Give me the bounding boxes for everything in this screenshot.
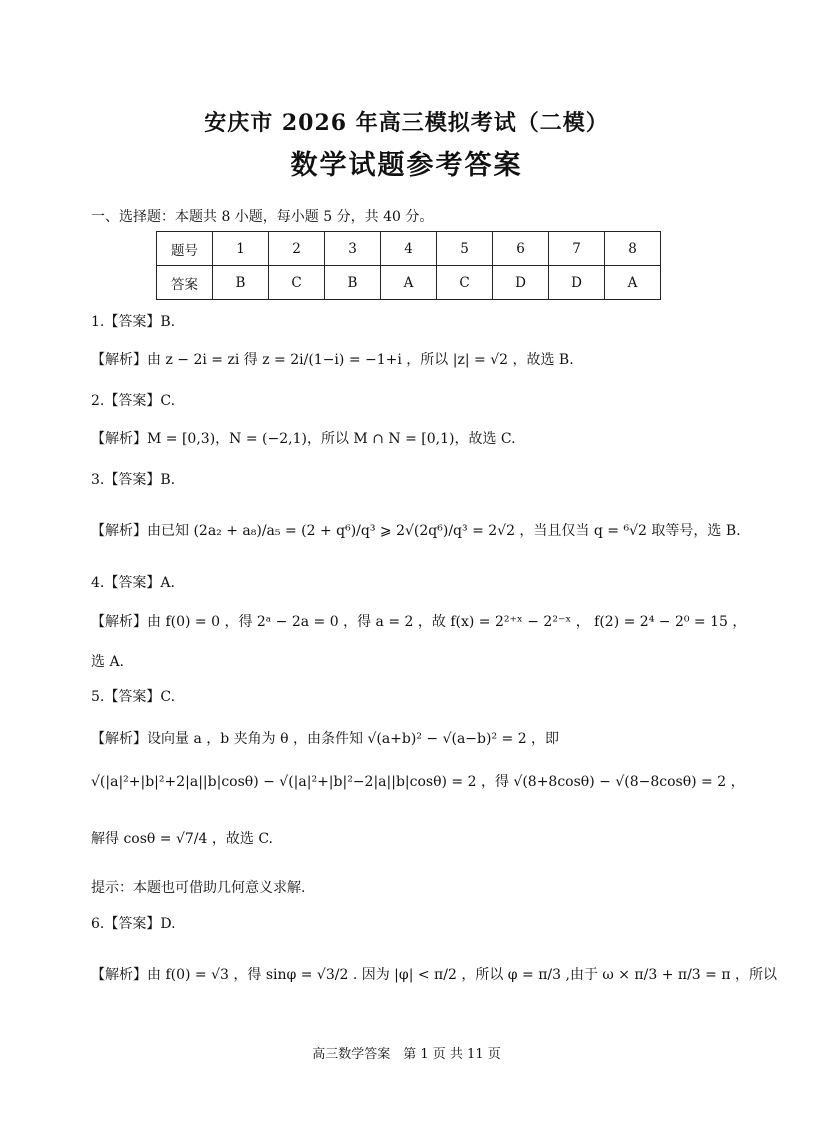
analysis-line-3: 【解析】由已知 (2a₂ + a₈)/a₅ = (2 + q⁶)/q³ ⩾ 2√(2q⁶)/q³ = 2√2 ，当且仅当 q = ⁶√2 取等号，选 B. xyxy=(91,523,741,539)
answer-line-1: 1.【答案】B. xyxy=(91,314,176,330)
section-heading: 一、选择题：本题共 8 小题，每小题 5 分，共 40 分。 xyxy=(91,209,434,225)
table-cell: D xyxy=(493,266,549,300)
table-cell: 2 xyxy=(269,232,325,266)
table-header-cell: 题号 xyxy=(157,232,213,266)
answer-line-5: 5.【答案】C. xyxy=(91,689,176,705)
analysis-line-1: 【解析】由 z − 2i = zi 得 z = 2i/(1−i) = −1+i ，所以 |z| = √2 ，故选 B. xyxy=(91,352,574,368)
table-cell: 8 xyxy=(605,232,661,266)
table-cell: 1 xyxy=(213,232,269,266)
hint-line-5: 提示：本题也可借助几何意义求解. xyxy=(91,880,306,896)
table-cell: 3 xyxy=(325,232,381,266)
analysis-line-6: 【解析】由 f(0) = √3 ，得 sinφ = √3/2 . 因为 |φ| < π/2 ，所以 φ = π/3 ,由于 ω × π/3 + π/3 = π ，所以 xyxy=(91,967,777,983)
table-cell: C xyxy=(437,266,493,300)
analysis-line-2: 【解析】M = [0,3)，N = (−2,1)，所以 M ∩ N = [0,1)，故选 C. xyxy=(91,431,516,447)
answer-line-2: 2.【答案】C. xyxy=(91,393,176,409)
table-cell: 4 xyxy=(381,232,437,266)
table-header-cell: 答案 xyxy=(157,266,213,300)
table-cell: C xyxy=(269,266,325,300)
page-title: 安庆市 2026 年高三模拟考试（二模） xyxy=(204,110,609,136)
table-cell: D xyxy=(549,266,605,300)
table-cell: A xyxy=(381,266,437,300)
table-cell: 5 xyxy=(437,232,493,266)
page-footer: 高三数学答案 第 1 页 共 11 页 xyxy=(312,1047,501,1062)
table-row xyxy=(157,266,661,300)
answer-line-3: 3.【答案】B. xyxy=(91,472,176,488)
table-cell: B xyxy=(325,266,381,300)
analysis-line-5: 【解析】设向量 a ，b 夹角为 θ ，由条件知 √(a+b)² − √(a−b)² = 2 ，即 xyxy=(91,731,560,747)
analysis-line-4-cont: 选 A. xyxy=(91,654,125,670)
page-subtitle: 数学试题参考答案 xyxy=(290,150,523,181)
answer-line-4: 4.【答案】A. xyxy=(91,575,175,591)
answer-line-6: 6.【答案】D. xyxy=(91,916,176,932)
table-cell: 6 xyxy=(493,232,549,266)
analysis-line-5-cont2: 解得 cosθ = √7/4 ，故选 C. xyxy=(91,831,273,847)
table-cell: A xyxy=(605,266,661,300)
table-cell: 7 xyxy=(549,232,605,266)
analysis-line-4: 【解析】由 f(0) = 0 ，得 2ᵃ − 2a = 0 ，得 a = 2 ，故 f(x) = 2²⁺ˣ − 2²⁻ˣ ， f(2) = 2⁴ − 2⁰ = 15 ， xyxy=(91,614,747,630)
answer-table xyxy=(156,231,661,300)
table-cell: B xyxy=(213,266,269,300)
analysis-line-5-cont: √(|a|²+|b|²+2|a||b|cosθ) − √(|a|²+|b|²−2|a||b|cosθ) = 2 ，得 √(8+8cosθ) − √(8−8cosθ) = 2 ， xyxy=(91,774,745,790)
table-row xyxy=(157,232,661,266)
